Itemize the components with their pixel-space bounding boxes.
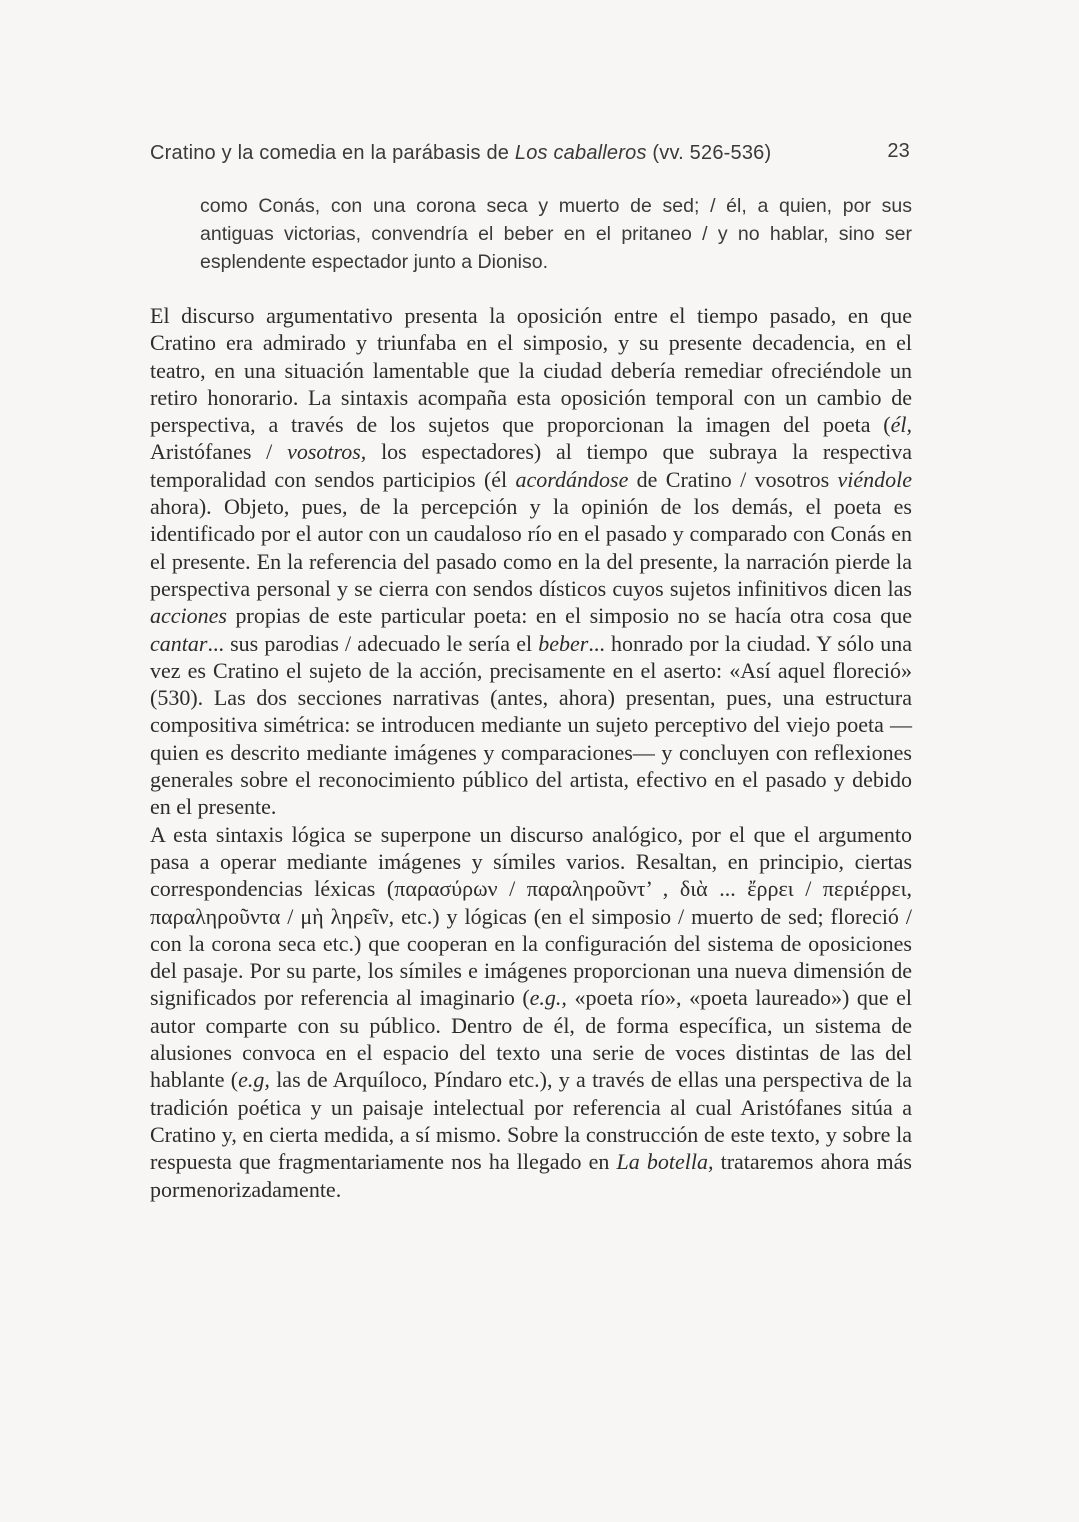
paragraph-2-italic: La botella, <box>616 1149 714 1175</box>
paragraph-1-segment: ... honrado por la ciudad. Y sólo una vez es Cratino el sujeto de la acción, precisamente en el aserto: «Así aquel floreció» (530). Las dos secciones narrativas (antes, ahora) presentan, pues, una estructura compositiva simétrica: se introducen mediante un sujeto perceptivo del viejo poeta —quien es descrito mediante imágenes y comparaciones— y concluyen con reflexiones generales sobre el reconocimiento público del artista, efectivo en el pasado y debido en el presente. <box>150 630 913 820</box>
paragraph-1-italic: él, <box>890 412 912 438</box>
block-quote: como Conás, con una corona seca y muerto de sed; / él, a quien, por sus antiguas victorias, convendría el beber en el pritaneo / y no hablar, sino ser esplendente espectador junto a Dioniso. <box>200 195 912 273</box>
paragraph-1 <box>150 302 912 821</box>
paragraph-1-segment: de Cratino / vosotros <box>628 466 838 492</box>
paragraph-1-italic: vosotros, <box>287 439 367 465</box>
paragraph-1-italic: cantar <box>150 630 208 656</box>
paragraph-2-segment: «poeta río», «poeta laureado») que el autor comparte con su público. Dentro de él, de forma específica, un sistema de alusiones convoca en el espacio del texto una serie de voces distintas de las del hablante ( <box>150 985 912 1093</box>
paragraph-2-segment: A esta sintaxis lógica se superpone un discurso analógico, por el que el argumento pasa a operar mediante imágenes y símiles varios. Resaltan, en principio, ciertas correspondencias léxicas (παρασύρων / παραληροῦντ’ , διὰ ... ἔρρει / περιέρρει, παραληροῦντα / μὴ ληρεῖν, etc.) y lógicas (en el simposio / muerto de sed; floreció / con la corona seca etc.) que cooperan en la configuración del sistema de oposiciones del pasaje. Por su parte, los símiles e imágenes proporcionan una nueva dimensión de significados por referencia al imaginario ( <box>150 821 912 1011</box>
paragraph-1-segment: ... sus parodias / adecuado le sería el <box>207 630 539 656</box>
paragraph-1-segment: Aristófanes / <box>150 439 288 465</box>
running-head-title-prefix: Cratino y la comedia en la parábasis de <box>150 142 515 164</box>
paragraph-2 <box>150 821 912 1203</box>
running-head <box>150 140 910 165</box>
running-head-title-suffix: (vv. 526-536) <box>646 142 772 164</box>
paragraph-1-italic: viéndole <box>837 466 912 492</box>
paragraph-1-italic: acordándose <box>515 466 629 492</box>
paragraph-2-segment: trataremos ahora más pormenorizadamente. <box>150 1149 912 1202</box>
paragraph-1-segment: los espectadores) al tiempo que subraya la respectiva temporalidad con sendos participios (él <box>150 439 913 492</box>
running-head-title <box>150 142 771 164</box>
paragraph-1-segment: El discurso argumentativo presenta la oposición entre el tiempo pasado, en que Cratino era admirado y triunfaba en el simposio, y su presente decadencia, en el teatro, en una situación lamentable que la ciudad debería remediar ofreciéndole un retiro honorario. La sintaxis acompaña esta oposición temporal con un cambio de perspectiva, a través de los sujetos que proporcionan la imagen del poeta ( <box>150 303 912 438</box>
paragraph-1-italic: beber <box>538 630 589 656</box>
paragraph-1-segment: propias de este particular poeta: en el simposio no se hacía otra cosa que <box>226 603 912 629</box>
paragraph-2-italic: e.g., <box>529 985 567 1011</box>
page-number: 23 <box>887 140 910 162</box>
body-text <box>150 302 912 1203</box>
paragraph-1-italic: acciones <box>150 603 227 629</box>
paragraph-1-segment: ahora). Objeto, pues, de la percepción y la opinión de los demás, el poeta es identificado por el autor con un caudaloso río en el pasado y comparado con Conás en el presente. En la referencia del pasado como en la del presente, la narración pierde la perspectiva personal y se cierra con sendos dísticos cuyos sujetos infinitivos dicen las <box>150 494 912 601</box>
paragraph-2-segment: las de Arquíloco, Píndaro etc.), y a través de ellas una perspectiva de la tradición poética y un paisaje intelectual por referencia al cual Aristófanes sitúa a Cratino y, en cierta medida, a sí mismo. Sobre la construcción de este texto, y sobre la respuesta que fragmentariamente nos ha llegado en <box>150 1067 912 1175</box>
paragraph-2-italic: e.g, <box>238 1067 270 1093</box>
running-head-title-italic: Los caballeros <box>514 142 647 164</box>
